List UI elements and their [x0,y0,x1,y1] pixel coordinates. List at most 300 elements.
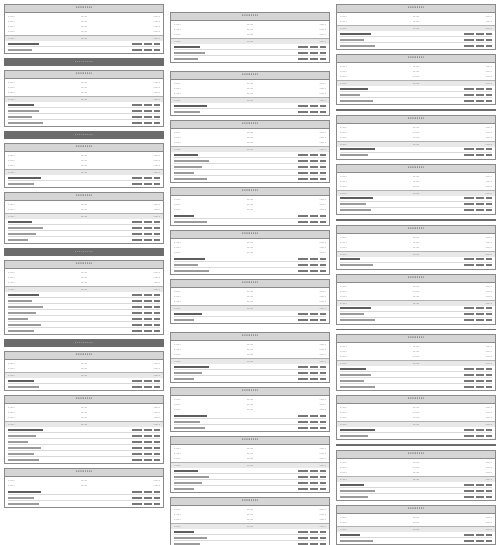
row-label [174,221,207,223]
meta-value: ····· [319,207,326,212]
meta-value: ····· [412,515,420,520]
row-label [340,154,368,156]
meta-value: ····· [8,80,15,85]
meta-value: ····· [174,135,181,140]
row-value [144,447,152,449]
row-label [340,374,371,376]
row-value [298,166,308,168]
row-value [310,58,318,60]
column-header: ····· [412,527,420,532]
meta-value: ····· [8,280,15,285]
row-value [298,58,308,60]
table-body [337,366,495,390]
row-value [154,122,160,124]
meta-value: ····· [340,465,347,470]
row-value [476,94,484,96]
column-header: ····· [153,373,160,378]
report-card [170,497,330,545]
row-label [174,215,194,217]
meta-value: ····· [340,129,347,135]
column-header: ····· [340,477,347,482]
meta-value: ····· [319,250,326,255]
row-values [464,209,492,211]
meta-value: ····· [8,410,15,415]
row-value [320,366,326,368]
row-value [320,215,326,217]
meta-value: ····· [153,24,160,29]
report-card [4,192,164,244]
card-meta [5,404,163,421]
row-label [8,43,39,45]
row-value [320,488,326,490]
row-label [8,330,34,332]
row-value [154,459,160,461]
row-label [174,178,207,180]
row-label [174,366,209,368]
meta-row [8,163,160,168]
meta-value: ····· [485,349,492,355]
meta-value: ····· [8,85,15,90]
row-values [132,497,160,499]
row-value [154,183,160,185]
column-header: ····· [340,26,347,31]
meta-value: ····· [153,14,160,19]
card-meta [5,201,163,213]
meta-value: ····· [246,451,254,456]
meta-value: ····· [319,245,326,250]
meta-value: ····· [174,352,181,357]
column-header: ····· [340,251,347,257]
row-value [132,306,142,308]
meta-value: ····· [153,275,160,280]
column-header: ····· [246,524,254,529]
row-value [310,105,318,107]
meta-value: ····· [319,517,326,522]
row-label [174,58,198,60]
column-header: ····· [174,98,181,103]
meta-value: ····· [485,134,492,140]
row-label [340,319,375,321]
card-title: ········· [337,5,495,13]
meta-value: ····· [8,361,15,366]
meta-value: ····· [340,344,347,350]
meta-row [174,407,326,412]
row-value [476,154,484,156]
row-value [486,429,492,431]
row-value [298,427,308,429]
meta-value: ····· [174,207,181,212]
row-value [310,476,318,478]
meta-value: ····· [412,239,420,245]
row-value [320,531,326,533]
row-value [476,496,484,498]
meta-value: ····· [153,207,160,212]
meta-value: ····· [485,410,492,416]
row-value [320,221,326,223]
row-value [298,258,308,260]
row-value [154,503,160,505]
row-value [310,215,318,217]
meta-value: ····· [80,366,88,371]
column-header: ····· [412,26,420,31]
column-header: ····· [80,373,88,378]
meta-row [174,32,326,37]
meta-value: ····· [80,202,88,207]
meta-value: ····· [412,183,420,189]
row-values [464,540,492,542]
row-values [132,227,160,229]
meta-value: ····· [8,366,15,371]
column-header: ····· [319,306,326,311]
meta-value: ····· [153,90,160,95]
meta-value: ····· [8,24,15,29]
row-values [132,233,160,235]
row-values [464,534,492,536]
meta-row [340,470,492,475]
meta-value: ····· [174,140,181,145]
meta-value: ····· [340,288,347,294]
meta-value: ····· [485,283,492,289]
meta-value: ····· [412,69,420,74]
report-card [170,279,330,324]
row-values [298,178,326,180]
meta-value: ····· [319,456,326,461]
row-value [320,172,326,174]
row-value [144,453,152,455]
meta-value: ····· [340,354,347,360]
row-value [132,239,142,241]
meta-value: ····· [319,446,326,451]
row-value [320,482,326,484]
meta-value: ····· [153,29,160,34]
meta-value: ····· [340,234,347,240]
table-row [174,176,326,181]
row-value [310,319,318,321]
row-value [298,264,308,266]
column-header: ····· [319,463,326,468]
report-card [336,505,496,545]
meta-value: ····· [412,288,420,294]
row-value [310,221,318,223]
row-value [486,154,492,156]
row-value [132,233,142,235]
meta-value: ····· [340,74,347,79]
row-value [476,429,484,431]
table-row [174,317,326,322]
column-header: ····· [246,359,254,364]
row-value [486,264,492,266]
row-label [340,368,366,370]
table-row [8,120,160,125]
meta-row [8,90,160,95]
table-row [8,501,160,506]
row-values [132,177,160,179]
report-card [4,351,164,391]
column-header: ····· [8,214,15,219]
row-value [476,203,484,205]
row-values [464,380,492,382]
column-header: ····· [485,141,492,147]
meta-value: ····· [485,293,492,299]
meta-value: ····· [174,407,181,412]
row-value [476,386,484,388]
row-value [320,264,326,266]
section-header: ········· [4,248,164,256]
row-label [174,415,207,417]
meta-value: ····· [412,134,420,140]
row-label [340,435,368,437]
meta-value: ····· [153,85,160,90]
row-values [298,46,326,48]
table-row [8,457,160,462]
row-values [464,490,492,492]
row-label [8,491,41,493]
meta-row [174,517,326,522]
meta-value: ····· [412,405,420,411]
row-values [132,104,160,106]
meta-value: ····· [412,460,420,465]
row-value [486,540,492,542]
meta-value: ····· [319,289,326,294]
row-value [154,49,160,51]
report-card [4,395,164,464]
meta-value: ····· [246,294,254,299]
row-value [154,294,160,296]
meta-value: ····· [485,129,492,135]
card-title: ········· [5,352,163,360]
column-header: ····· [485,251,492,257]
row-value [486,88,492,90]
row-value [154,104,160,106]
column-header: ····· [153,36,160,41]
meta-value: ····· [153,80,160,85]
meta-value: ····· [319,91,326,96]
meta-value: ····· [340,520,347,525]
row-value [144,221,152,223]
table-body [171,529,329,545]
meta-value: ····· [8,19,15,24]
row-values [298,154,326,156]
column-header: ····· [412,141,420,147]
report-card [336,450,496,501]
report-card [336,334,496,391]
row-value [298,105,308,107]
row-value [310,154,318,156]
meta-value: ····· [485,183,492,189]
meta-value: ····· [246,352,254,357]
meta-value: ····· [153,415,160,420]
row-value [310,378,318,380]
meta-value: ····· [174,456,181,461]
meta-row [340,415,492,420]
card-title: ········· [337,165,495,173]
meta-value: ····· [319,347,326,352]
row-values [132,330,160,332]
row-value [144,459,152,461]
meta-row [174,207,326,212]
column-header: ····· [174,147,181,152]
row-value [476,45,484,47]
column-header: ····· [174,359,181,364]
meta-value: ····· [485,470,492,475]
row-label [8,183,34,185]
report-card [4,70,164,127]
meta-value: ····· [319,135,326,140]
meta-value: ····· [412,465,420,470]
section-header [336,109,496,111]
card-meta [171,288,329,305]
meta-value: ····· [412,293,420,299]
card-meta [171,129,329,146]
meta-value: ····· [412,244,420,250]
meta-value: ····· [246,22,254,27]
row-label [340,100,373,102]
meta-value: ····· [246,397,254,402]
row-label [174,488,194,490]
row-value [310,52,318,54]
row-value [144,324,152,326]
meta-value: ····· [246,81,254,86]
meta-value: ····· [174,347,181,352]
column-header: ····· [485,422,492,428]
meta-value: ····· [412,283,420,289]
row-value [486,435,492,437]
column-header: ····· [485,361,492,367]
row-value [320,313,326,315]
row-value [464,386,474,388]
row-value [310,427,318,429]
column-header: ····· [246,39,254,44]
row-value [298,154,308,156]
column-header: ····· [246,98,254,103]
row-values [464,484,492,486]
row-label [8,312,36,314]
row-values [132,441,160,443]
row-values [464,148,492,150]
row-values [298,264,326,266]
meta-value: ····· [153,280,160,285]
column-header: ····· [319,524,326,529]
section-header [336,329,496,331]
meta-value: ····· [340,244,347,250]
row-value [486,374,492,376]
meta-value: ····· [174,402,181,407]
column-header: ····· [485,477,492,482]
row-value [154,324,160,326]
row-values [298,427,326,429]
row-values [298,313,326,315]
row-value [464,209,474,211]
row-values [298,421,326,423]
row-label [174,313,202,315]
row-values [464,88,492,90]
card-meta [171,21,329,38]
card-meta [337,283,495,300]
meta-value: ····· [80,410,88,415]
meta-value: ····· [246,402,254,407]
card-meta [171,445,329,462]
row-value [320,470,326,472]
row-label [340,203,366,205]
row-label [8,435,36,437]
row-label [8,177,41,179]
table-row [8,47,160,52]
meta-row [8,366,160,371]
row-value [298,421,308,423]
row-value [320,178,326,180]
meta-value: ····· [246,135,254,140]
row-label [340,496,368,498]
row-values [464,313,492,315]
row-values [464,154,492,156]
row-value [298,415,308,417]
row-label [8,453,34,455]
row-values [464,374,492,376]
row-value [476,258,484,260]
row-value [486,307,492,309]
meta-value: ····· [319,342,326,347]
row-values [298,366,326,368]
card-meta [337,514,495,526]
meta-value: ····· [246,32,254,37]
table-body [171,44,329,62]
row-value [476,374,484,376]
row-values [464,307,492,309]
row-value [298,537,308,539]
row-values [464,319,492,321]
meta-value: ····· [8,270,15,275]
row-value [298,476,308,478]
row-values [298,172,326,174]
meta-value: ····· [80,29,88,34]
table-row [340,43,492,48]
meta-value: ····· [319,299,326,304]
row-label [340,380,364,382]
column-header: ····· [174,39,181,44]
meta-value: ····· [412,349,420,355]
row-values [132,386,160,388]
table-row [340,384,492,389]
meta-row [340,294,492,299]
column-header: ····· [340,141,347,147]
row-value [132,116,142,118]
row-value [464,319,474,321]
row-value [298,488,308,490]
row-label [174,46,200,48]
column-2 [170,4,330,545]
card-title: ········· [171,72,329,80]
meta-value: ····· [8,207,15,212]
row-value [476,540,484,542]
table-body [171,311,329,323]
row-value [486,496,492,498]
row-value [132,491,142,493]
meta-row [8,207,160,212]
row-values [298,372,326,374]
meta-value: ····· [485,74,492,79]
row-value [154,435,160,437]
row-label [8,221,32,223]
report-card [170,71,330,116]
row-value [486,209,492,211]
row-values [298,319,326,321]
row-value [476,33,484,35]
table-row [340,263,492,268]
table-body [337,482,495,500]
table-body [5,427,163,463]
row-value [486,534,492,536]
row-label [8,294,39,296]
